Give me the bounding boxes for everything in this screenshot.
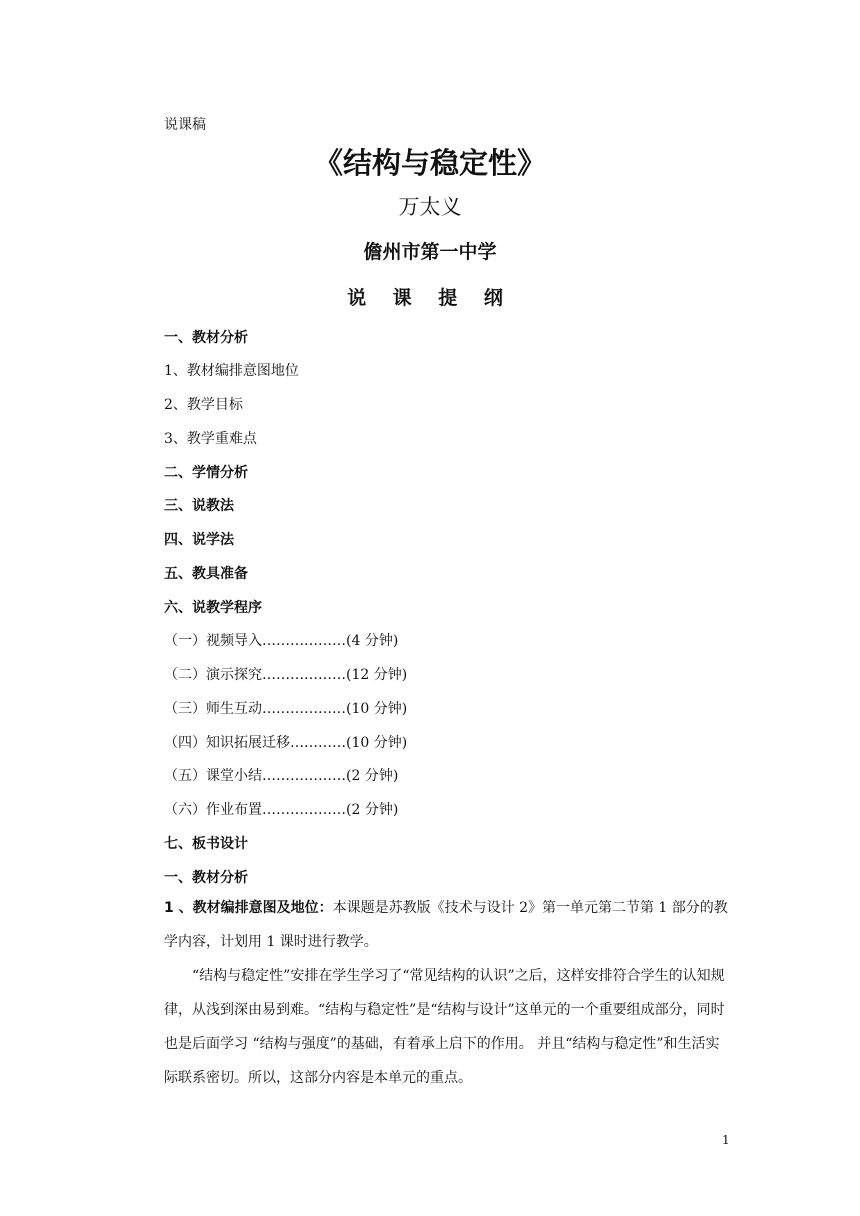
outline-item: 七、板书设计 <box>164 836 248 852</box>
outline-item: （五）课堂小结………………(2 分钟) <box>164 768 399 784</box>
body-paragraph-2: “结构与稳定性”安排在学生学习了“常见结构的认识”之后，这样安排符合学生的认知规律，从浅到深由易到难。“结构与稳定性”是“结构与设计”这单元的一个重要组成部分，同时也是后面学习 “结构与强度”的基础，有着承上启下的作用。 并且“结构与稳定性”和生活实际联系密切。所以，这部分内容是本单元的重点。 <box>164 968 725 1086</box>
outline-item: 2、教学目标 <box>164 397 243 413</box>
outline-item: （二）演示探究………………(12 分钟) <box>164 667 408 683</box>
doc-type-label: 说课稿 <box>164 117 206 133</box>
page-number: 1 <box>722 1133 730 1147</box>
document-title: 《结构与稳定性》 <box>313 146 546 180</box>
outline-item: 六、说教学程序 <box>164 600 262 616</box>
outline-item: 四、说学法 <box>164 532 234 548</box>
outline-item: （六）作业布置………………(2 分钟) <box>164 802 399 818</box>
outline-item: （一）视频导入………………(4 分钟) <box>164 633 399 649</box>
outline-item: 二、学情分析 <box>164 465 248 481</box>
outline-item: （四）知识拓展迁移…………(10 分钟) <box>164 735 408 751</box>
paragraph-text: 本课题是苏教版《技术与设计 2》第一单元第二节第 1 部分的教学内容，计划用 1 课时进行教学。 <box>164 900 728 950</box>
paragraph-lead: 1 、教材编排意图及地位： <box>164 900 333 916</box>
author-name: 万太义 <box>398 195 462 219</box>
school-name: 儋州市第一中学 <box>363 241 497 263</box>
outline-item: 一、教材分析 <box>164 330 248 346</box>
section-heading: 一、教材分析 <box>164 870 248 886</box>
outline-item: 五、教具准备 <box>164 566 248 582</box>
outline-heading: 说 课 提 纲 <box>347 287 513 309</box>
outline-item: （三）师生互动………………(10 分钟) <box>164 701 408 717</box>
outline-item: 1、教材编排意图地位 <box>164 363 299 379</box>
outline-item: 3、教学重难点 <box>164 431 257 447</box>
body-paragraph-1 <box>164 891 730 959</box>
outline-item: 三、说教法 <box>164 498 234 514</box>
